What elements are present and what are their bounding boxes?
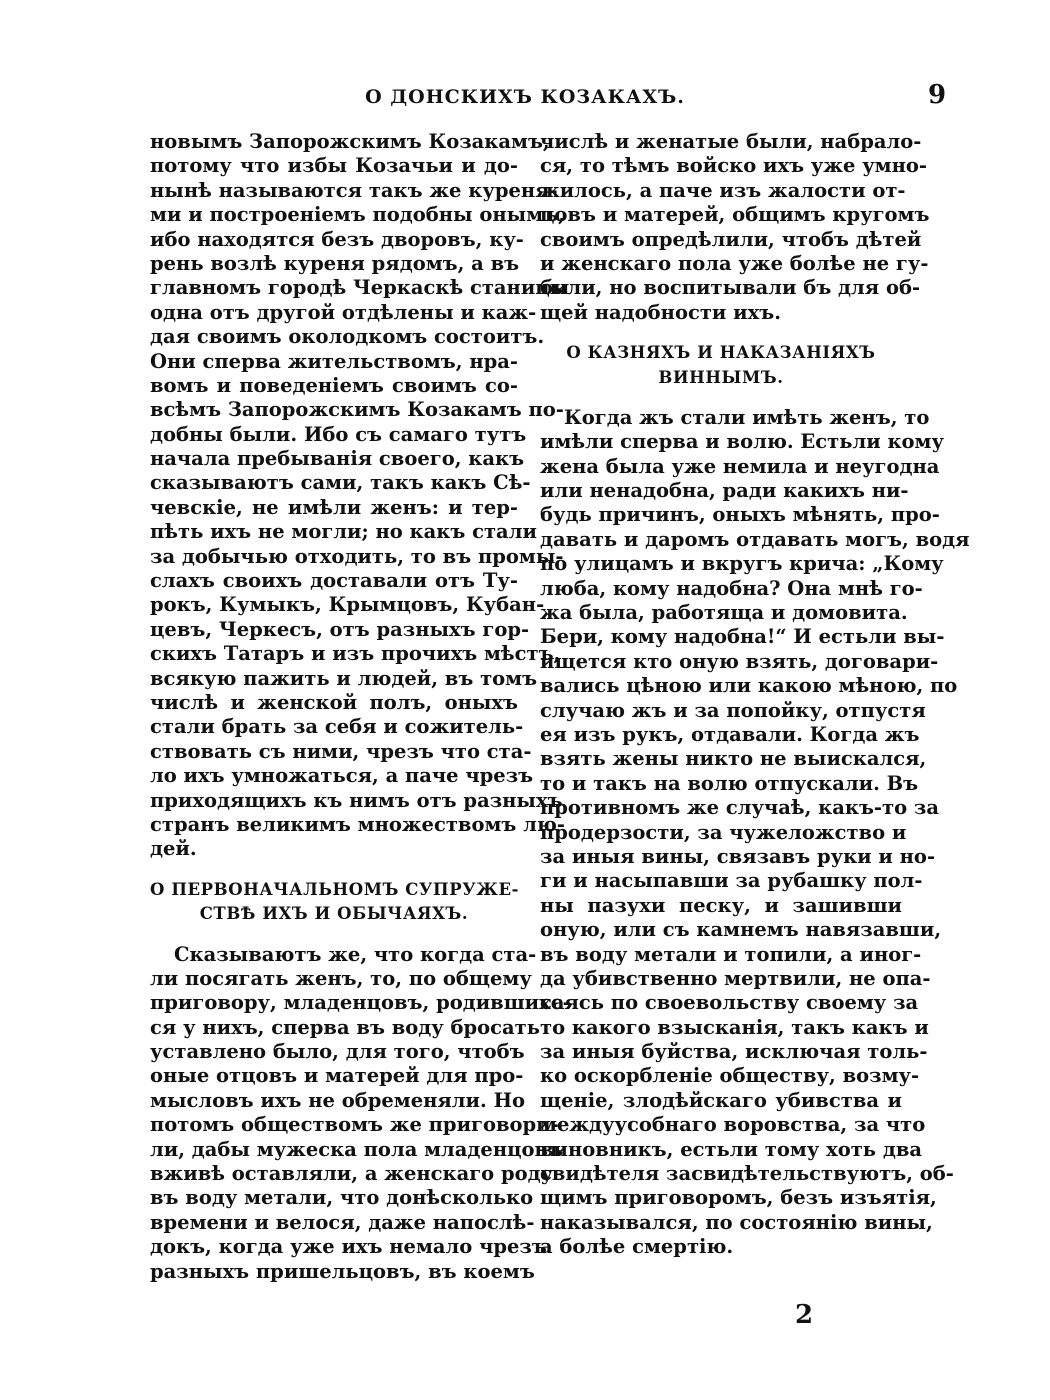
- text-line: и женскаго пола уже болѣе не гу-: [540, 251, 929, 275]
- text-line: своимъ опредѣлили, чтобъ дѣтей: [540, 227, 922, 251]
- text-line: или ненадобна, ради какихъ ни-: [540, 479, 909, 503]
- text-line: жилось, а паче изъ жалости от-: [540, 178, 906, 202]
- text-line: начала пребыванія своего, какъ: [150, 447, 525, 471]
- text-line: новымъ Запорожскимъ Козакамъ,: [150, 130, 550, 153]
- text-line: за добычью отходить, то въ промы-: [150, 544, 564, 568]
- text-line: по улицамъ и вкругъ крича: „Кому: [540, 552, 944, 576]
- text-line: добны были. Ибо съ самаго тутъ: [150, 422, 527, 446]
- text-line: пѣть ихъ не могли; но какъ стали: [150, 520, 537, 544]
- signature-mark: 2: [795, 1300, 814, 1330]
- text-line: виновникъ, естьли тому хоть два: [540, 1137, 923, 1161]
- text-line: будь причинъ, оныхъ мѣнять, про-: [540, 503, 940, 527]
- text-line: жа была, работяща и домовита.: [540, 601, 908, 625]
- text-line: оные отцовъ и матерей для про-: [150, 1064, 524, 1088]
- text-line: уставлено было, для того, чтобъ: [150, 1040, 525, 1064]
- text-line: щей надобности ихъ.: [540, 300, 781, 324]
- text-line: мысловъ ихъ не обременяли. Но: [150, 1088, 526, 1112]
- text-line: рокъ, Кумыкъ, Крымцовъ, Кубан-: [150, 593, 545, 617]
- text-line: чевскіе, не имѣли женъ: и тер-: [150, 495, 518, 519]
- text-line: свидѣтеля засвидѣтельствуютъ, об-: [540, 1162, 954, 1186]
- text-line: въ воду метали и топили, а иног-: [540, 942, 922, 966]
- text-line: а болѣе смертію.: [540, 1235, 734, 1259]
- text-line: ли, дабы мужеска пола младенцовъ: [150, 1137, 564, 1161]
- text-line: всѣмъ Запорожскимъ Козакамъ по-: [150, 398, 564, 422]
- text-line: числѣ и женатые были, набрало-: [540, 130, 922, 153]
- text-line: ищется кто оную взять, договари-: [540, 649, 939, 673]
- text-line: приходящихъ къ нимъ отъ разныхъ: [150, 788, 563, 812]
- text-line: щеніе, злодѣйскаго убивства и: [540, 1088, 902, 1112]
- text-line: разныхъ пришельцовъ, въ коемъ: [150, 1259, 535, 1283]
- text-line: рень возлѣ куреня рядомъ, а въ: [150, 251, 520, 275]
- text-line: слахъ своихъ доставали отъ Ту-: [150, 569, 518, 593]
- text-line: приговору, младенцовъ, родившихс-: [150, 991, 571, 1015]
- text-line: междуусобнаго воровства, за что: [540, 1113, 926, 1137]
- text-line: оную, или съ камнемъ навязавши,: [540, 918, 942, 942]
- heading-line: О КАЗНЯХЪ И НАКАЗАНІЯХЪ: [566, 343, 876, 363]
- text-line: да убивственно мертвили, не опа-: [540, 966, 931, 990]
- running-head: О ДОНСКИХЪ КОЗАКАХЪ.: [365, 86, 685, 108]
- text-line: Бери, кому надобна!“ И естьли вы-: [540, 625, 945, 649]
- text-line: наказывался, по состоянію вины,: [540, 1210, 933, 1234]
- text-line: Они сперва жительствомъ, нра-: [150, 349, 518, 373]
- text-line: ны пазухи песку, и зашивши: [540, 893, 902, 917]
- text-line: вомъ и поведеніемъ своимъ со-: [150, 373, 518, 397]
- text-line: потому что избы Козачьи и до-: [150, 154, 518, 178]
- right-section-heading: [540, 341, 902, 390]
- text-line: ми и построеніемъ подобны онымъ,: [150, 203, 565, 227]
- text-line: главномъ городѣ Черкаскѣ станицы: [150, 276, 570, 300]
- text-line: ли посягать женъ, то, по общему: [150, 966, 532, 990]
- text-line: били, но воспитывали бъ для об-: [540, 276, 921, 300]
- left-column: [150, 130, 571, 1284]
- text-line: нынѣ называются такъ же куреня-: [150, 178, 558, 202]
- left-section-heading: [150, 878, 518, 927]
- text-line: ея изъ рукъ, отдавали. Когда жъ: [540, 722, 920, 746]
- text-line: дая своимъ околодкомъ состоитъ.: [150, 325, 545, 349]
- left-paragraph-1: [150, 130, 570, 862]
- text-line: въ воду метали, что донѣсколько: [150, 1186, 534, 1210]
- text-line: ги и насыпавши за рубашку пол-: [540, 869, 923, 893]
- text-line: потомъ обществомъ же приговори-: [150, 1113, 559, 1137]
- right-paragraph-1: [540, 130, 930, 325]
- text-line: за иныя вины, связавъ руки и но-: [540, 844, 936, 868]
- text-line: ибо находятся безъ дворовъ, ку-: [150, 227, 524, 251]
- text-line: то какого взысканія, такъ какъ и: [540, 1015, 929, 1039]
- text-line: ся у нихъ, сперва въ воду бросать: [150, 1015, 540, 1039]
- text-line: взять жены никто не выискался,: [540, 747, 927, 771]
- text-line: саясь по своевольству своему за: [540, 991, 919, 1015]
- right-paragraph-2: [540, 405, 970, 1260]
- text-line: продерзости, за чужеложство и: [540, 820, 907, 844]
- text-line: цовъ и матерей, общимъ кругомъ: [540, 203, 930, 227]
- text-line: ко оскорбленіе обществу, возму-: [540, 1064, 920, 1088]
- text-line: ся, то тѣмъ войско ихъ уже умно-: [540, 154, 927, 178]
- text-line: люба, кому надобна? Она мнѣ го-: [540, 576, 923, 600]
- heading-line: СТВѢ ИХЪ И ОБЫЧАЯХЪ.: [199, 904, 469, 924]
- text-line: странъ великимъ множествомъ лю-: [150, 812, 565, 836]
- heading-line: ВИННЫМЪ.: [658, 367, 784, 387]
- text-line: времени и велося, даже напослѣ-: [150, 1210, 535, 1234]
- text-line: вались цѣною или какою мѣною, по: [540, 674, 958, 698]
- text-line: числѣ и женской полъ, оныхъ: [150, 690, 518, 714]
- page-number: 9: [928, 80, 947, 110]
- text-line: дей.: [150, 837, 197, 861]
- text-line: ло ихъ умножаться, а паче чрезъ: [150, 764, 534, 788]
- text-line: случаю жъ и за попойку, отпустя: [540, 698, 926, 722]
- text-line: ствовать съ ними, чрезъ что ста-: [150, 739, 532, 763]
- text-line: противномъ же случаѣ, какъ-то за: [540, 796, 939, 820]
- text-line: Когда жъ стали имѣть женъ, то: [564, 405, 930, 429]
- text-line: имѣли сперва и волю. Естьли кому: [540, 430, 944, 454]
- text-line: всякую пажить и людей, въ томъ: [150, 666, 538, 690]
- text-line: за иныя буйства, исключая толь-: [540, 1040, 928, 1064]
- text-line: сказываютъ сами, такъ какъ Сѣ-: [150, 471, 531, 495]
- right-column: [540, 130, 970, 1260]
- text-line: докъ, когда уже ихъ немало чрезъ: [150, 1235, 547, 1259]
- heading-line: О ПЕРВОНАЧАЛЬНОМЪ СУПРУЖЕ-: [150, 879, 520, 899]
- text-line: то и такъ на волю отпускали. Въ: [540, 771, 919, 795]
- text-line: Сказываютъ же, что когда ста-: [174, 942, 537, 966]
- text-line: стали брать за себя и сожитель-: [150, 715, 524, 739]
- text-line: щимъ приговоромъ, безъ изъятія,: [540, 1186, 937, 1210]
- text-line: скихъ Татаръ и изъ прочихъ мѣстъ,: [150, 642, 561, 666]
- left-paragraph-2: [150, 942, 571, 1284]
- text-line: жена была уже немила и неугодна: [540, 454, 940, 478]
- text-line: одна отъ другой отдѣлены и каж-: [150, 300, 537, 324]
- text-line: давать и даромъ отдавать могъ, водя: [540, 527, 970, 551]
- text-line: цевъ, Черкесъ, отъ разныхъ гор-: [150, 617, 530, 641]
- text-line: вживѣ оставляли, а женскаго роду: [150, 1162, 554, 1186]
